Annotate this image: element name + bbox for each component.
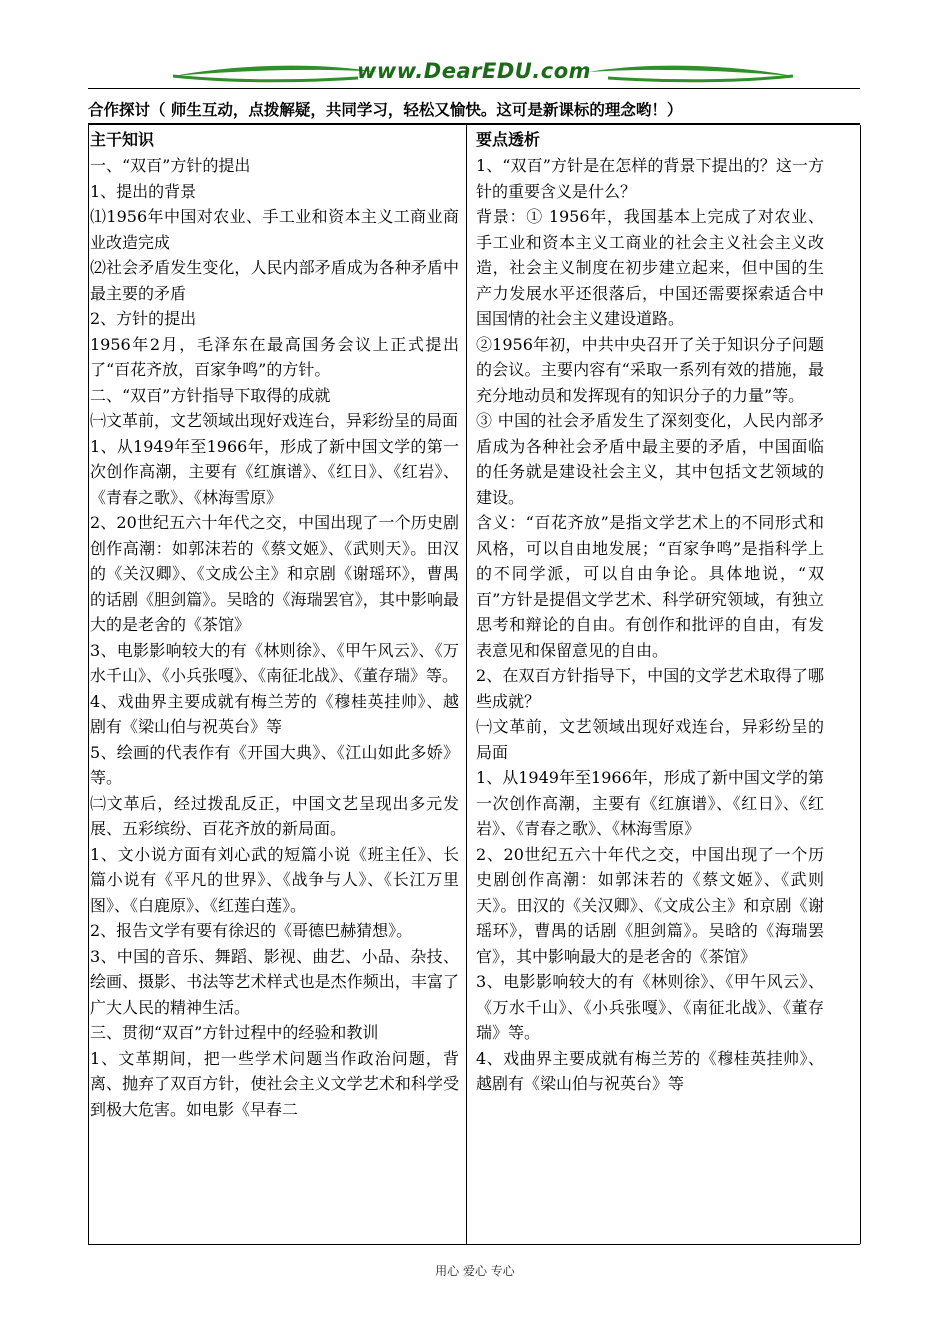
right-paragraph: 1、“双百”方针是在怎样的背景下提出的？这一方针的重要含义是什么？: [476, 156, 824, 201]
left-paragraph: ㈡文革后，经过拨乱反正，中国文艺呈现出多元发展、五彩缤纷、百花齐放的新局面。: [90, 793, 459, 838]
right-paragraph: 4、戏曲界主要成就有梅兰芳的《穆桂英挂帅》、越剧有《梁山伯与祝英台》等: [476, 1048, 824, 1093]
table-right-border: [860, 125, 861, 1244]
left-paragraph: 5、绘画的代表作有《开国大典》、《江山如此多娇》等。: [90, 742, 459, 787]
right-paragraph: 2、在双百方针指导下，中国的文学艺术取得了哪些成就？: [476, 666, 824, 711]
right-paragraph: 1、从1949年至1966年，形成了新中国文学的第一次创作高潮，主要有《红旗谱》、《红日》、《红岩》、《青春之歌》、《林海雪原》: [476, 768, 824, 838]
left-paragraph: 3、电影影响较大的有《林则徐》、《甲午风云》、《万水千山》、《小兵张嘎》、《南征北战》、《董存瑞》等。: [90, 640, 459, 685]
header-divider: [88, 88, 860, 89]
left-paragraph: 二、“双百”方针指导下取得的成就: [90, 385, 331, 405]
key-analysis-heading: 要点透析: [476, 130, 541, 149]
left-paragraph: 三、贯彻“双百”方针过程中的经验和教训: [90, 1023, 379, 1042]
table-left-border: [88, 125, 89, 1244]
main-knowledge-column: [90, 127, 459, 1242]
site-logo: [88, 52, 860, 90]
left-paragraph: 2、20世纪五六十年代之交，中国出现了一个历史剧创作高潮：如郭沫若的《蔡文姬》、《武则天》。田汉的《关汉卿》、《文成公主》和京剧《谢瑶环》，曹禺的话剧《胆剑篇》。吴晗的《海瑞罢官》，其中影响最大的是老舍的《茶馆》: [90, 513, 459, 634]
logo-text: www.DearEDU.com: [356, 59, 592, 83]
page-footer: 用心 爱心 专心: [435, 1264, 515, 1278]
left-paragraph: 4、戏曲界主要成就有梅兰芳的《穆桂英挂帅》、越剧有《梁山伯与祝英台》等: [90, 691, 459, 736]
left-paragraph: 2、报告文学有要有徐迟的《哥德巴赫猜想》。: [90, 921, 413, 940]
right-paragraph: 3、电影影响较大的有《林则徐》、《甲午风云》、《万水千山》、《小兵张嘎》、《南征北战》、《董存瑞》等。: [476, 972, 824, 1042]
right-paragraph: ③ 中国的社会矛盾发生了深刻变化，人民内部矛盾成为各种社会矛盾中最主要的矛盾，中国面临的任务就是建设社会主义，其中包括文艺领域的建设。: [476, 411, 824, 507]
left-paragraph: 1、文小说方面有刘心武的短篇小说《班主任》、长篇小说有《平凡的世界》、《战争与人》、《长江万里图》、《白鹿原》、《红莲白莲》。: [90, 844, 459, 915]
left-paragraph: 2、方针的提出: [90, 309, 197, 328]
right-paragraph: 2、20世纪五六十年代之交，中国出现了一个历史剧创作高潮：如郭沫若的《蔡文姬》、《武则天》。田汉的《关汉卿》、《文成公主》和京剧《谢瑶环》，曹禺的话剧《胆剑篇》。吴晗的《海瑞罢官》，其中影响最大的是老舍的《茶馆》: [476, 844, 824, 966]
left-paragraph: 3、中国的音乐、舞蹈、影视、曲艺、小品、杂技、绘画、摄影、书法等艺术样式也是杰作频出，丰富了广大人民的精神生活。: [90, 946, 459, 1017]
key-analysis-column: [476, 127, 824, 1242]
table-column-divider: [466, 125, 467, 1244]
left-paragraph: 1、从1949年至1966年，形成了新中国文学的第一次创作高潮，主要有《红旗谱》、《红日》、《红岩》、《青春之歌》、《林海雪原》: [90, 436, 459, 507]
left-paragraph: ⑴1956年中国对农业、手工业和资本主义工商业商业改造完成: [90, 207, 459, 252]
left-paragraph: 一、“双百”方针的提出: [90, 156, 251, 175]
right-paragraph: 含义：“百花齐放”是指文学艺术上的不同形式和风格，可以自由地发展；“百家争鸣”是指科学上的不同学派，可以自由争论。具体地说，“双百”方针是提倡文学艺术、科学研究领域，有独立思考和辩论的自由。有创作和批评的自由，有发表意见和保留意见的自由。: [476, 513, 824, 660]
right-paragraph: 背景：① 1956年，我国基本上完成了对农业、手工业和资本主义工商业的社会主义社会主义改造，社会主义制度在初步建立起来，但中国的生产力发展水平还很落后，中国还需要探索适合中国国情的社会主义建设道路。: [476, 207, 824, 328]
main-knowledge-heading: 主干知识: [90, 130, 155, 149]
section-intro-title: 合作探讨（ 师生互动，点拨解疑，共同学习，轻松又愉快。这可是新课标的理念哟！）: [88, 101, 683, 119]
left-paragraph: 1956年2月，毛泽东在最高国务会议上正式提出了“百花齐放，百家争鸣”的方针。: [90, 334, 459, 379]
left-paragraph: ㈠文革前，文艺领域出现好戏连台，异彩纷呈的局面: [90, 411, 459, 430]
left-paragraph: 1、文革期间，把一些学术问题当作政治问题，背离、抛弃了双百方针，使社会主义文学艺术和科学受到极大危害。如电影《早春二: [90, 1048, 459, 1119]
left-paragraph: 1、提出的背景: [90, 181, 197, 201]
left-paragraph: ⑵社会矛盾发生变化，人民内部矛盾成为各种矛盾中最主要的矛盾: [90, 258, 459, 303]
right-paragraph: ②1956年初，中共中央召开了关于知识分子问题的会议。主要内容有“采取一系列有效的措施，最充分地动员和发挥现有的知识分子的力量”等。: [476, 334, 824, 405]
right-paragraph: ㈠文革前，文艺领域出现好戏连台，异彩纷呈的局面: [476, 717, 824, 762]
